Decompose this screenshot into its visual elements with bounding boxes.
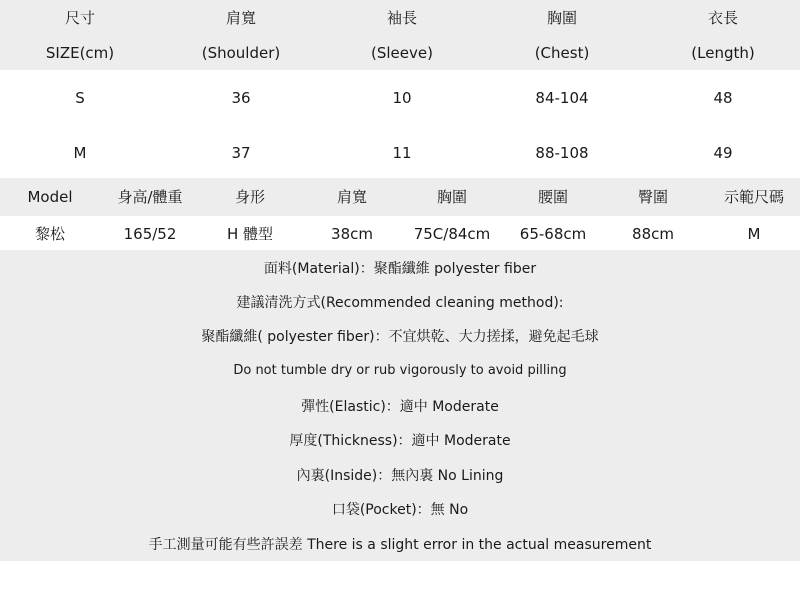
row-s-sleeve: 10 — [392, 89, 412, 107]
row-m-shoulder: 37 — [231, 144, 251, 162]
cleaning-title: 建議清洗方式(Recommended cleaning method): — [236, 295, 564, 311]
model-header-hip: 臀圍 — [637, 188, 669, 206]
row-m-chest: 88-108 — [535, 144, 589, 162]
header-length-en: (Length) — [691, 44, 755, 62]
cleaning-en: Do not tumble dry or rub vigorously to avoid pilling — [233, 363, 567, 378]
header-chest-en: (Chest) — [534, 44, 590, 62]
model-header-body-shape: 身形 — [234, 188, 266, 206]
model-header-size-worn: 示範尺碼 — [723, 188, 785, 206]
row-s-length: 48 — [713, 89, 733, 107]
model-header-waist: 腰圍 — [537, 188, 569, 206]
model-hip: 88cm — [632, 225, 674, 243]
header-shoulder-zh: 肩寬 — [225, 9, 257, 27]
row-s-size: S — [75, 89, 85, 107]
thickness-line: 厚度(Thickness)：適中 Moderate — [289, 433, 511, 449]
header-size-en: SIZE(cm) — [45, 44, 115, 62]
header-sleeve-en: (Sleeve) — [371, 44, 433, 62]
header-shoulder-en: (Shoulder) — [201, 44, 281, 62]
header-size-zh: 尺寸 — [64, 9, 96, 27]
material-line: 面料(Material)：聚酯纖維 polyester fiber — [263, 261, 537, 277]
model-header-height-weight: 身高/體重 — [117, 188, 183, 206]
model-name: 黎松 — [34, 225, 66, 243]
model-body-shape: H 體型 — [226, 225, 274, 243]
model-header-model: Model — [27, 188, 73, 206]
header-length-zh: 衣長 — [707, 9, 739, 27]
pocket-line: 口袋(Pocket)：無 No — [331, 502, 469, 518]
footer-space — [0, 561, 800, 597]
row-m-size: M — [73, 144, 87, 162]
cleaning-zh: 聚酯纖維( polyester fiber)：不宜烘乾、大力搓揉，避免起毛球 — [201, 329, 599, 345]
model-size-worn: M — [747, 225, 761, 243]
elastic-line: 彈性(Elastic)：適中 Moderate — [301, 399, 499, 415]
model-waist: 65-68cm — [519, 225, 587, 243]
row-s-chest: 84-104 — [535, 89, 589, 107]
model-height-weight: 165/52 — [123, 225, 177, 243]
inside-line: 內裏(Inside)：無內裏 No Lining — [296, 468, 504, 484]
row-m-sleeve: 11 — [392, 144, 412, 162]
model-header-chest: 胸圍 — [436, 188, 468, 206]
header-sleeve-zh: 袖長 — [386, 9, 418, 27]
model-table-row — [0, 216, 800, 250]
header-chest-zh: 胸圍 — [546, 9, 578, 27]
row-m-length: 49 — [713, 144, 733, 162]
model-header-shoulder: 肩寬 — [336, 188, 368, 206]
model-shoulder: 38cm — [331, 225, 373, 243]
model-chest: 75C/84cm — [413, 225, 491, 243]
measurement-note: 手工測量可能有些許誤差 There is a slight error in the actual measurement — [148, 537, 652, 553]
row-s-shoulder: 36 — [231, 89, 251, 107]
